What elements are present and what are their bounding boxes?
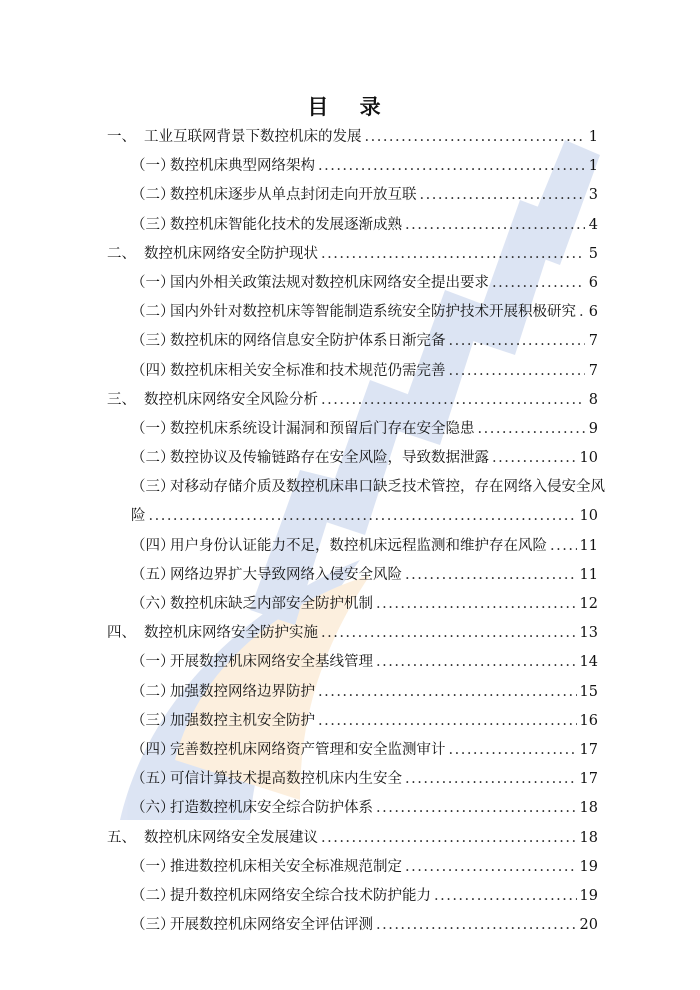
toc-number: （一） xyxy=(131,654,175,671)
toc-number: 一、 xyxy=(107,129,136,145)
toc-subsection[interactable] xyxy=(107,853,598,882)
toc-section[interactable] xyxy=(107,123,598,152)
toc-title: 推进数控机床相关安全标准规范制定 xyxy=(170,858,402,875)
toc-page-number: 9 xyxy=(588,420,598,437)
dot-leader xyxy=(321,240,585,269)
toc-subsection[interactable] xyxy=(107,415,598,444)
dot-leader xyxy=(550,532,577,561)
dot-leader xyxy=(405,765,577,794)
dot-leader xyxy=(149,502,577,531)
toc-title: 数控机床逐步从单点封闭走向开放互联 xyxy=(170,187,417,204)
toc-section[interactable] xyxy=(107,240,598,269)
toc-number: （一） xyxy=(131,420,175,437)
toc-title: 数控机床网络安全发展建议 xyxy=(144,829,318,846)
toc-number: 五、 xyxy=(107,829,136,846)
toc-subsection[interactable] xyxy=(107,561,598,590)
toc-page-number: 18 xyxy=(579,800,598,817)
toc-number: （二） xyxy=(131,450,175,467)
toc-title: 开展数控机床网络安全基线管理 xyxy=(170,654,373,671)
toc-title: 加强数控网络边界防护 xyxy=(170,683,315,700)
toc-number: （四） xyxy=(131,741,175,758)
dot-leader xyxy=(321,386,585,415)
toc-number: （二） xyxy=(131,187,175,204)
toc-page-number: 1 xyxy=(588,158,598,175)
toc-page-number: 19 xyxy=(579,858,598,875)
toc-subsection[interactable] xyxy=(107,648,598,677)
toc-subsection[interactable] xyxy=(107,590,598,619)
toc-subsection[interactable] xyxy=(107,882,598,911)
toc-subsection[interactable] xyxy=(107,269,598,298)
toc-number: （一） xyxy=(131,274,175,291)
toc-page-number: 20 xyxy=(579,917,598,934)
toc-page-number: 10 xyxy=(579,450,598,467)
toc-subsection[interactable] xyxy=(107,736,598,765)
table-of-contents xyxy=(107,123,605,940)
toc-page-number: 18 xyxy=(579,829,598,846)
toc-number: （五） xyxy=(131,771,175,788)
dot-leader xyxy=(492,444,577,473)
toc-subsection[interactable] xyxy=(107,152,598,181)
toc-title: 数控机床网络安全风险分析 xyxy=(144,391,318,408)
toc-title: 数控机床智能化技术的发展逐渐成熟 xyxy=(170,216,402,233)
toc-number: （三） xyxy=(131,216,175,233)
toc-title: 工业互联网背景下数控机床的发展 xyxy=(144,129,362,145)
dot-leader xyxy=(405,561,577,590)
toc-page-number: 11 xyxy=(579,537,598,554)
dot-leader xyxy=(376,590,577,619)
toc-subsection[interactable] xyxy=(107,181,598,210)
toc-title: 数控机床相关安全标准和技术规范仍需完善 xyxy=(170,362,446,379)
dot-leader xyxy=(321,619,577,648)
toc-page-number: 6 xyxy=(588,274,598,291)
toc-title: 数控协议及传输链路存在安全风险，导致数据泄露 xyxy=(170,450,489,467)
toc-title: 可信计算技术提高数控机床内生安全 xyxy=(170,771,402,788)
toc-section[interactable] xyxy=(107,619,598,648)
dot-leader xyxy=(405,211,585,240)
page-title: 目 录 xyxy=(307,94,393,119)
toc-number: 四、 xyxy=(107,625,136,642)
toc-page-number: 17 xyxy=(579,771,598,788)
toc-subsection[interactable] xyxy=(107,473,605,502)
toc-number: （五） xyxy=(131,566,175,583)
dot-leader xyxy=(420,181,586,210)
toc-title-continued: 险 xyxy=(131,508,146,525)
toc-number: 二、 xyxy=(107,245,136,262)
toc-number: （四） xyxy=(131,537,175,554)
toc-page-number: 4 xyxy=(588,216,598,233)
toc-subsection[interactable] xyxy=(107,765,598,794)
dot-leader xyxy=(321,824,577,853)
dot-leader xyxy=(434,882,577,911)
toc-title: 完善数控机床网络资产管理和安全监测审计 xyxy=(170,741,446,758)
toc-subsection[interactable] xyxy=(107,707,598,736)
toc-page-number: 6 xyxy=(588,304,598,321)
toc-title: 数控机床网络安全防护现状 xyxy=(144,245,318,262)
toc-subsection[interactable] xyxy=(107,357,598,386)
toc-title: 加强数控主机安全防护 xyxy=(170,712,315,729)
toc-title: 数控机床网络安全防护实施 xyxy=(144,625,318,642)
dot-leader xyxy=(492,269,585,298)
toc-page-number: 15 xyxy=(579,683,598,700)
toc-subsection[interactable] xyxy=(107,794,598,823)
dot-leader xyxy=(449,357,586,386)
dot-leader xyxy=(365,123,586,152)
toc-page-number: 3 xyxy=(588,187,598,204)
toc-page-number: 14 xyxy=(579,654,598,671)
dot-leader xyxy=(478,415,586,444)
toc-title: 用户身份认证能力不足，数控机床远程监测和维护存在风险 xyxy=(170,537,547,554)
toc-number: （六） xyxy=(131,800,175,817)
toc-number: （一） xyxy=(131,158,175,175)
toc-page-number: 7 xyxy=(588,362,598,379)
toc-page-number: 5 xyxy=(588,245,598,262)
toc-page-number: 19 xyxy=(579,887,598,904)
toc-number: 三、 xyxy=(107,391,136,408)
toc-title: 国内外相关政策法规对数控机床网络安全提出要求 xyxy=(170,274,489,291)
dot-leader xyxy=(405,853,577,882)
dot-leader xyxy=(318,678,577,707)
toc-page-number: 16 xyxy=(579,712,598,729)
toc-number: （三） xyxy=(131,712,175,729)
toc-title: 国内外针对数控机床等智能制造系统安全防护技术开展积极研究 xyxy=(170,304,576,321)
toc-title: 对移动存储介质及数控机床串口缺乏技术管控，存在网络入侵安全风 xyxy=(170,479,605,496)
toc-title: 网络边界扩大导致网络入侵安全风险 xyxy=(170,566,402,583)
toc-subsection[interactable] xyxy=(107,327,598,356)
toc-page-number: 7 xyxy=(588,333,598,350)
toc-number: （二） xyxy=(131,304,175,321)
toc-page-number: 1 xyxy=(588,129,598,145)
dot-leader xyxy=(376,648,577,677)
toc-title: 数控机床缺乏内部安全防护机制 xyxy=(170,596,373,612)
toc-subsection[interactable] xyxy=(107,444,598,473)
toc-number: （三） xyxy=(131,917,175,934)
toc-subsection[interactable] xyxy=(107,678,598,707)
dot-leader xyxy=(376,911,577,940)
dot-leader xyxy=(318,152,585,181)
dot-leader xyxy=(579,298,585,327)
toc-page-number: 12 xyxy=(579,596,598,612)
toc-number: （一） xyxy=(131,858,175,875)
toc-section[interactable] xyxy=(107,386,598,415)
toc-subsection[interactable] xyxy=(107,911,598,940)
toc-number: （六） xyxy=(131,596,175,612)
toc-number: （二） xyxy=(131,683,175,700)
toc-page-number: 8 xyxy=(588,391,598,408)
dot-leader xyxy=(449,736,577,765)
toc-title: 开展数控机床网络安全评估评测 xyxy=(170,917,373,934)
dot-leader xyxy=(449,327,586,356)
toc-subsection-continued[interactable] xyxy=(107,502,598,531)
toc-page-number: 11 xyxy=(579,566,598,583)
toc-title: 提升数控机床网络安全综合技术防护能力 xyxy=(170,887,431,904)
toc-number: （三） xyxy=(131,479,175,496)
toc-number: （三） xyxy=(131,333,175,350)
toc-title: 数控机床系统设计漏洞和预留后门存在安全隐患 xyxy=(170,420,475,437)
toc-title: 数控机床的网络信息安全防护体系日渐完备 xyxy=(170,333,446,350)
toc-section[interactable] xyxy=(107,824,598,853)
toc-title: 打造数控机床安全综合防护体系 xyxy=(170,800,373,817)
toc-subsection[interactable] xyxy=(107,211,598,240)
dot-leader xyxy=(376,794,577,823)
toc-page-number: 10 xyxy=(579,508,598,525)
toc-page-number: 17 xyxy=(579,741,598,758)
dot-leader xyxy=(318,707,577,736)
toc-subsection[interactable] xyxy=(107,532,598,561)
toc-page-number: 13 xyxy=(579,625,598,642)
toc-title: 数控机床典型网络架构 xyxy=(170,158,315,175)
toc-number: （四） xyxy=(131,362,175,379)
toc-number: （二） xyxy=(131,887,175,904)
toc-subsection[interactable] xyxy=(107,298,598,327)
